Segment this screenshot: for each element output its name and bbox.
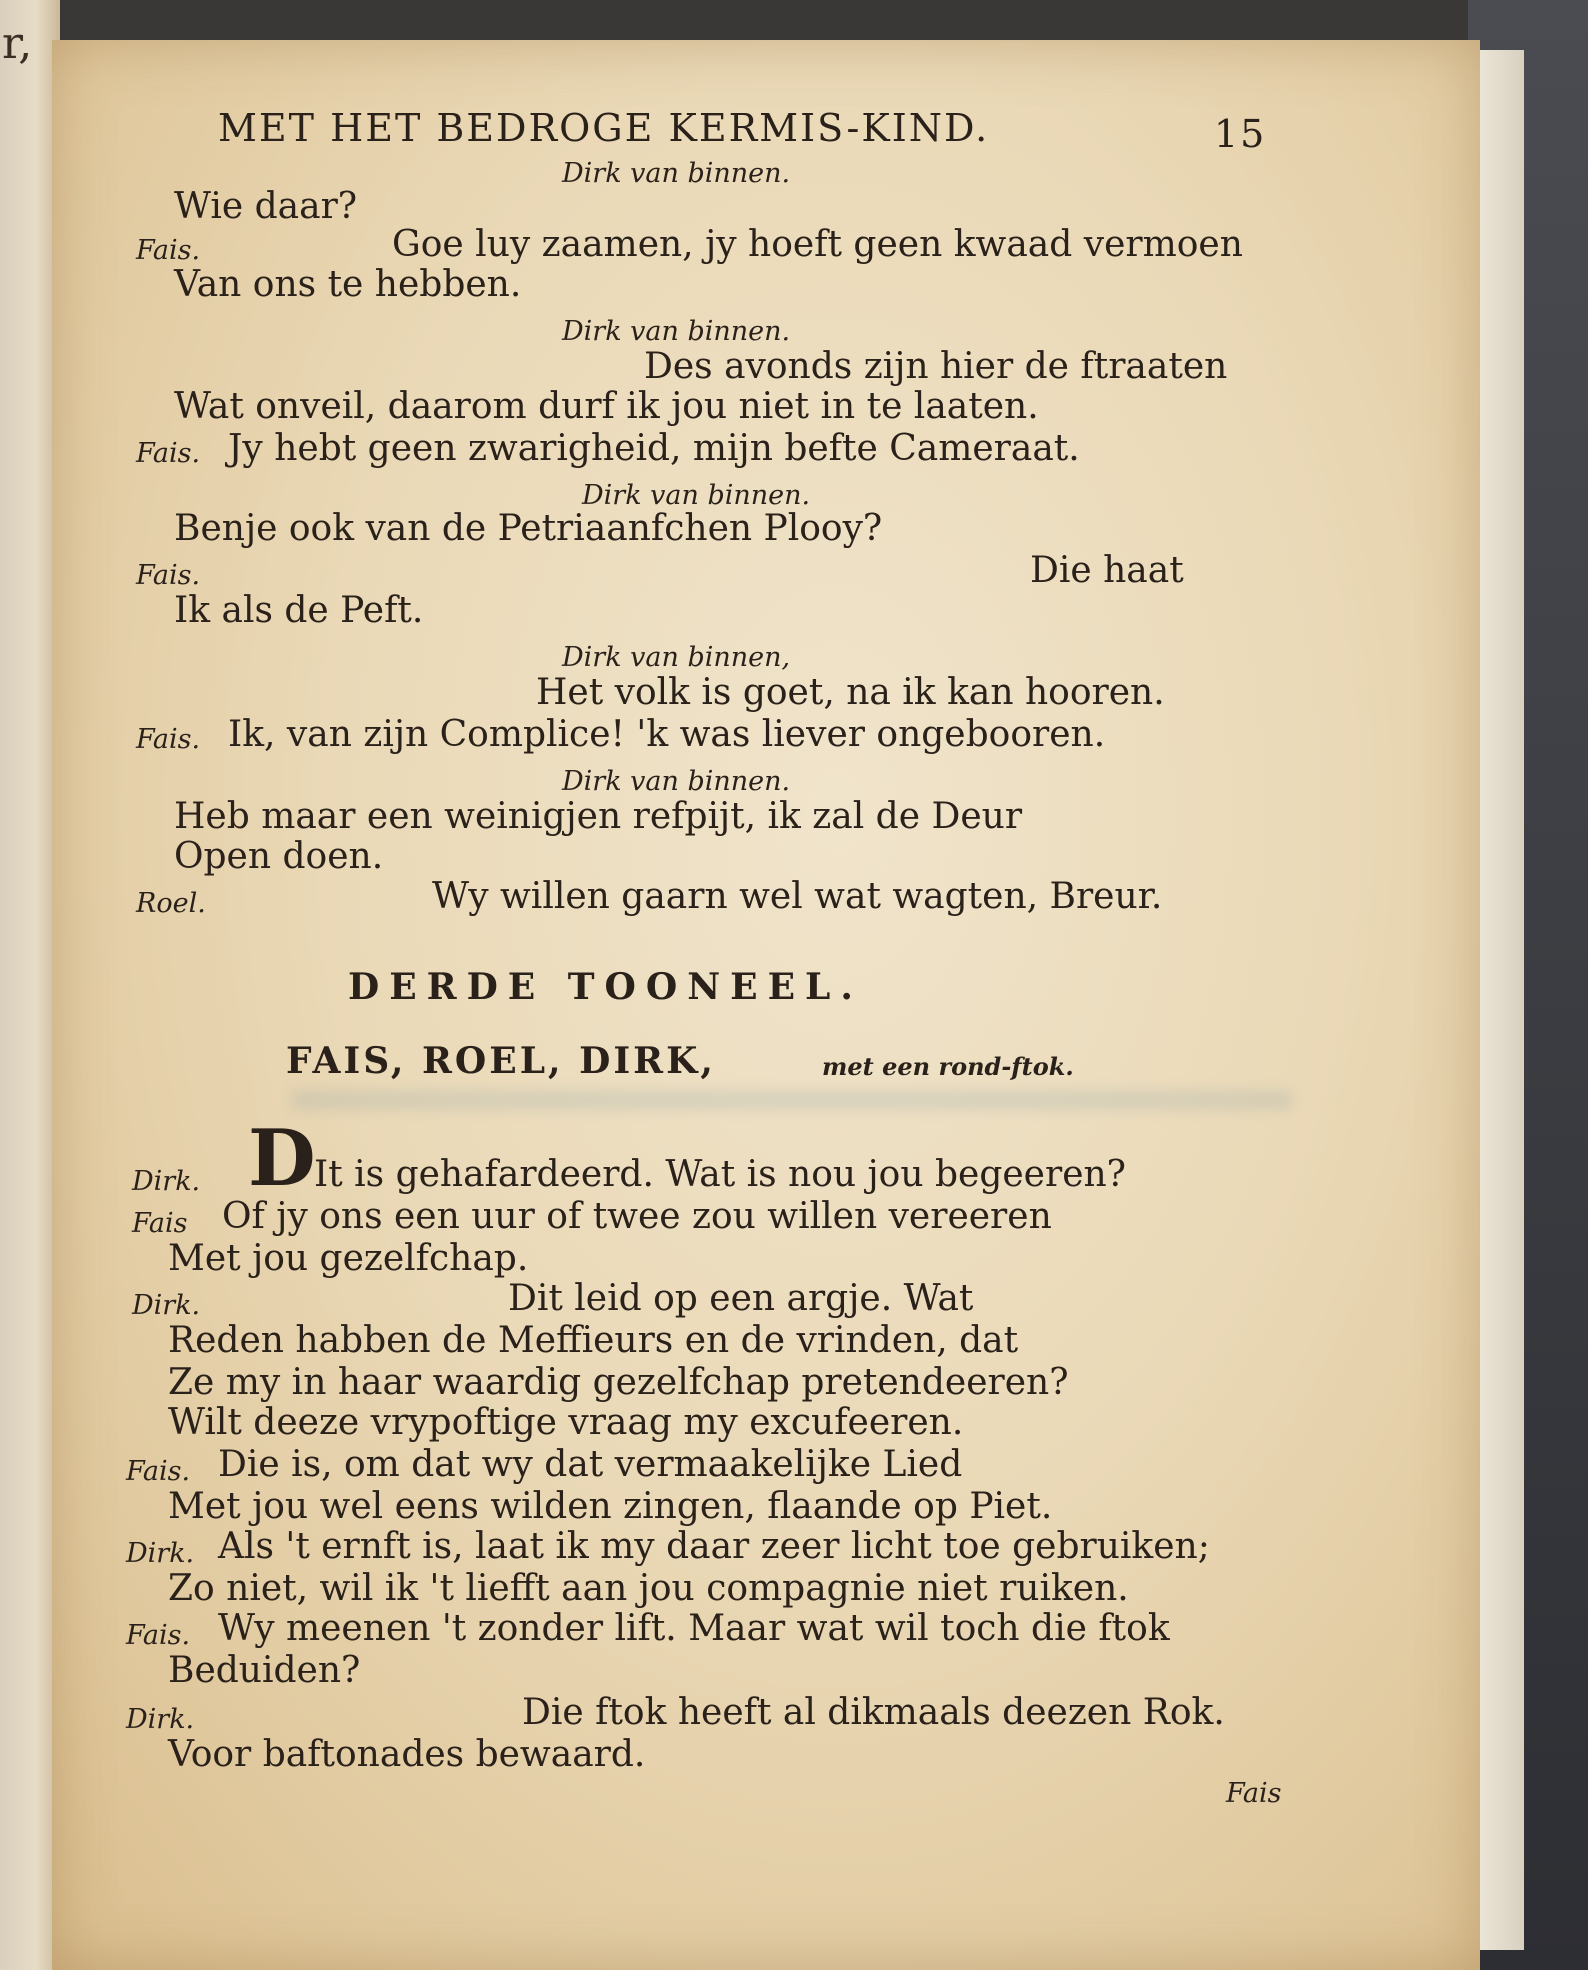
speaker-label: Dirk. bbox=[126, 1704, 195, 1735]
verse-line: Wilt deeze vrypoftige vraag my excufeeren. bbox=[168, 1402, 964, 1443]
verse-line: Met jou gezelfchap. bbox=[168, 1238, 529, 1279]
speaker-label: Fais. bbox=[136, 724, 201, 755]
verse-line: Zo niet, wil ik 't liefft aan jou compagnie niet ruiken. bbox=[168, 1568, 1129, 1609]
speaker-label: Fais. bbox=[136, 560, 201, 591]
verse-line: It is gehafardeerd. Wat is nou jou begeeren? bbox=[314, 1154, 1126, 1195]
verse-line: Die haat bbox=[1030, 550, 1184, 591]
book-page bbox=[52, 40, 1480, 1970]
verse-line: Open doen. bbox=[174, 836, 384, 877]
verse-line: Met jou wel eens wilden zingen, flaande op Piet. bbox=[168, 1486, 1053, 1527]
verse-line: Ik, van zijn Complice! 'k was liever ongebooren. bbox=[228, 714, 1106, 755]
speaker-label: Roel. bbox=[136, 888, 206, 919]
stage-direction: Dirk van binnen. bbox=[582, 480, 811, 511]
verse-line: Goe luy zaamen, jy hoeft geen kwaad vermoen bbox=[392, 224, 1243, 265]
verse-line: Wat onveil, daarom durf ik jou niet in te laaten. bbox=[174, 386, 1039, 427]
speaker-label: Fais bbox=[132, 1208, 188, 1239]
speaker-label: Dirk. bbox=[126, 1538, 195, 1569]
stage-direction: Dirk van binnen. bbox=[562, 316, 791, 347]
verse-line: Die ftok heeft al dikmaals deezen Rok. bbox=[522, 1692, 1225, 1733]
verse-line: Reden habben de Meffieurs en de vrinden, dat bbox=[168, 1320, 1019, 1361]
drop-cap: D bbox=[248, 1113, 316, 1204]
verse-line: Des avonds zijn hier de ftraaten bbox=[644, 346, 1228, 387]
running-title: MET HET BEDROGE KERMIS-KIND. bbox=[218, 106, 990, 150]
verse-line: Benje ook van de Petriaanfchen Plooy? bbox=[174, 508, 883, 549]
cast-note: met een rond-ftok. bbox=[822, 1052, 1074, 1081]
verse-line: Beduiden? bbox=[168, 1650, 361, 1691]
speaker-label: Fais. bbox=[136, 235, 201, 266]
verse-line: Ik als de Peft. bbox=[174, 590, 424, 631]
facing-page-letter: r, bbox=[2, 18, 33, 69]
page-number: 15 bbox=[1214, 112, 1267, 156]
speaker-label: Dirk. bbox=[132, 1166, 201, 1197]
verse-line: Wie daar? bbox=[174, 186, 358, 227]
stage-direction: Dirk van binnen, bbox=[562, 642, 791, 673]
page-stain bbox=[292, 1090, 1292, 1110]
verse-line: Ze my in haar waardig gezelfchap pretendeeren? bbox=[168, 1362, 1069, 1403]
verse-line: Voor baftonades bewaard. bbox=[168, 1734, 646, 1775]
verse-line: Of jy ons een uur of twee zou willen vereeren bbox=[222, 1196, 1052, 1237]
verse-line: Jy hebt geen zwarigheid, mijn befte Cameraat. bbox=[228, 428, 1080, 469]
verse-line: Die is, om dat wy dat vermaakelijke Lied bbox=[218, 1444, 963, 1485]
stage-direction: Dirk van binnen. bbox=[562, 766, 791, 797]
verse-line: Als 't ernft is, laat ik my daar zeer licht toe gebruiken; bbox=[218, 1526, 1210, 1567]
catchword: Fais bbox=[1226, 1778, 1282, 1809]
speaker-label: Dirk. bbox=[132, 1290, 201, 1321]
cast-list: FAIS, ROEL, DIRK, bbox=[286, 1040, 716, 1082]
verse-line: Heb maar een weinigjen refpijt, ik zal de Deur bbox=[174, 796, 1023, 837]
verse-line: Het volk is goet, na ik kan hooren. bbox=[536, 672, 1165, 713]
scene-heading: DERDE TOONEEL. bbox=[348, 966, 863, 1008]
verse-line: Dit leid op een argje. Wat bbox=[508, 1278, 974, 1319]
verse-line: Van ons te hebben. bbox=[174, 264, 522, 305]
speaker-label: Fais. bbox=[126, 1620, 191, 1651]
verse-line: Wy willen gaarn wel wat wagten, Breur. bbox=[432, 876, 1163, 917]
verse-line: Wy meenen 't zonder lift. Maar wat wil toch die ftok bbox=[218, 1608, 1170, 1649]
facing-page-edge bbox=[0, 0, 60, 1970]
speaker-label: Fais. bbox=[136, 438, 201, 469]
stage-direction: Dirk van binnen. bbox=[562, 158, 791, 189]
speaker-label: Fais. bbox=[126, 1456, 191, 1487]
